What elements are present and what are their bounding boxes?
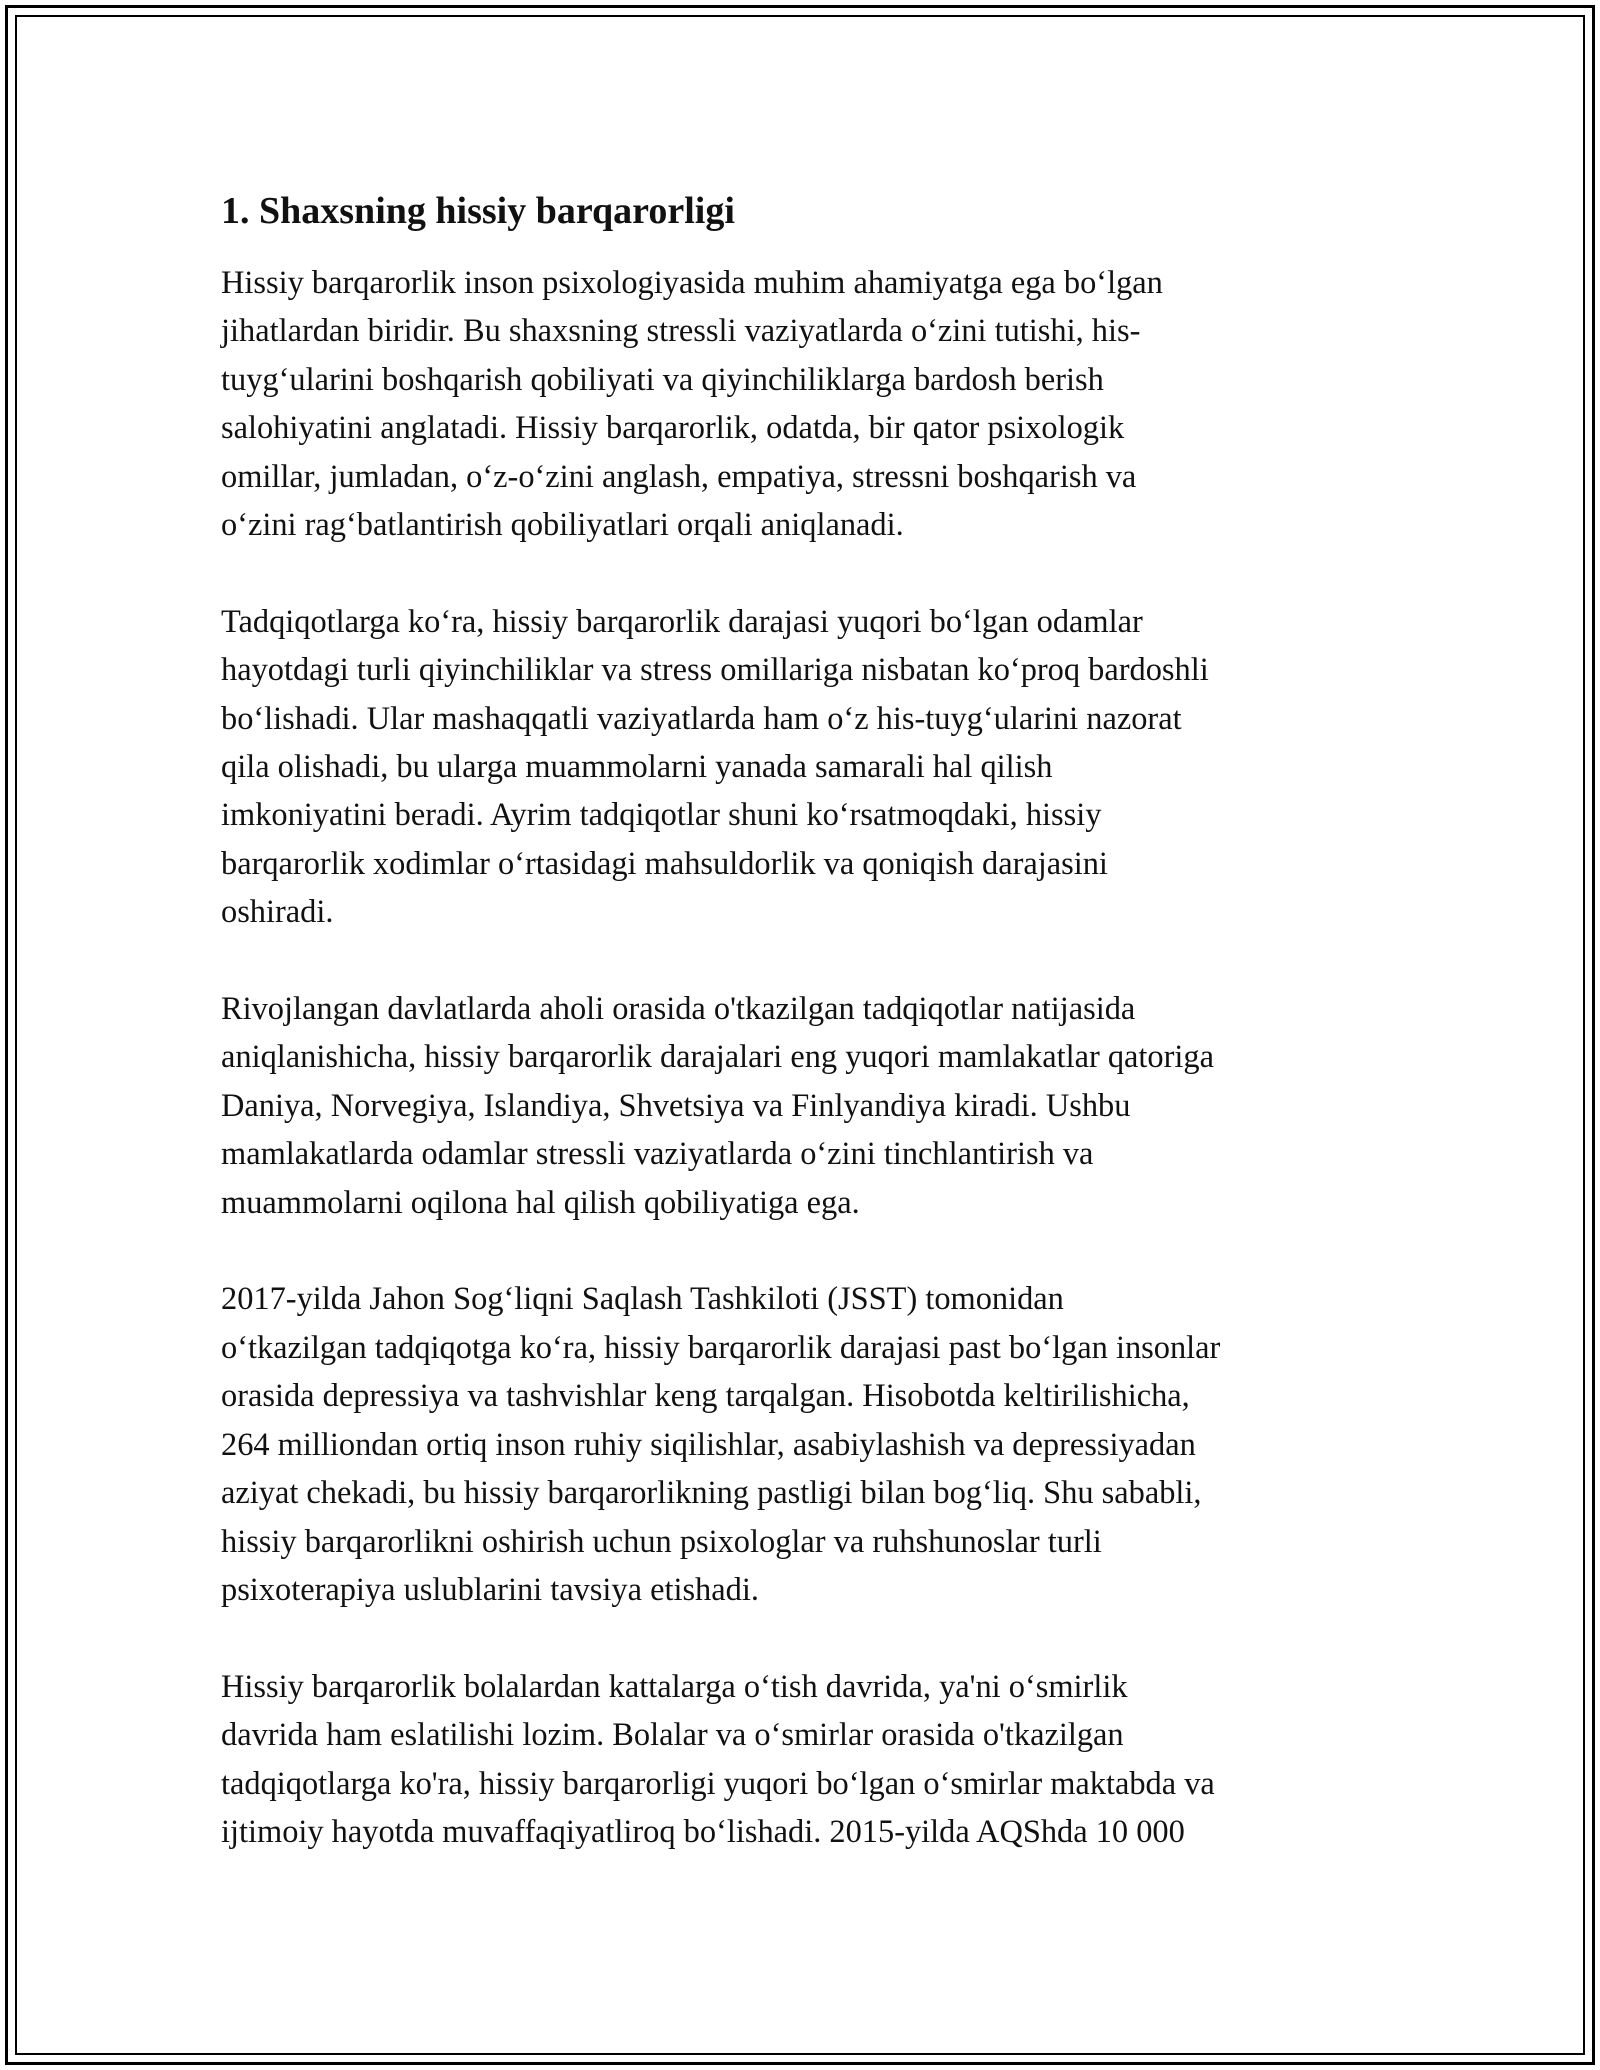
paragraph-4 — [221, 1275, 1371, 1614]
text-line: hissiy barqarorlikni oshirish uchun psixologlar va ruhshunoslar turli — [221, 1523, 1102, 1560]
text-line: muammolarni oqilona hal qilish qobiliyatiga ega. — [221, 1184, 860, 1221]
text-line: tuyg‘ularini boshqarish qobiliyati va qiyinchiliklarga bardosh berish — [221, 361, 1104, 398]
paragraph-3 — [221, 985, 1371, 1227]
text-line: aziyat chekadi, bu hissiy barqarorlikning pastligi bilan bog‘liq. Shu sababli, — [221, 1475, 1202, 1512]
text-line: davrida ham eslatilishi lozim. Bolalar va o‘smirlar orasida o'tkazilgan — [221, 1717, 1124, 1754]
text-line: ijtimoiy hayotda muvaffaqiyatliroq bo‘lishadi. 2015-yilda AQShda 10 000 — [221, 1813, 1185, 1850]
text-line: barqarorlik xodimlar o‘rtasidagi mahsuldorlik va qoniqish darajasini — [221, 845, 1108, 882]
text-line: o‘tkazilgan tadqiqotga ko‘ra, hissiy barqarorlik darajasi past bo‘lgan insonlar — [221, 1329, 1221, 1366]
text-line: hayotdagi turli qiyinchiliklar va stress omillariga nisbatan ko‘proq bardoshli — [221, 652, 1209, 689]
text-line: imkoniyatini beradi. Ayrim tadqiqotlar shuni ko‘rsatmoqdaki, hissiy — [221, 797, 1102, 834]
text-line: Hissiy barqarorlik bolalardan kattalarga o‘tish davrida, ya'ni o‘smirlik — [221, 1668, 1128, 1705]
text-line: Daniya, Norvegiya, Islandiya, Shvetsiya va Finlyandiya kiradi. Ushbu — [221, 1087, 1131, 1124]
text-line: tadqiqotlarga ko'ra, hissiy barqarorligi yuqori bo‘lgan o‘smirlar maktabda va — [221, 1765, 1215, 1802]
text-line: 264 milliondan ortiq inson ruhiy siqilishlar, asabiylashish va depressiyadan — [221, 1426, 1196, 1463]
text-line: oshiradi. — [221, 894, 334, 931]
text-line: bo‘lishadi. Ular mashaqqatli vaziyatlarda ham o‘z his-tuyg‘ularini nazorat — [221, 700, 1182, 737]
document-body — [221, 187, 1371, 1905]
text-line: Rivojlangan davlatlarda aholi orasida o'tkazilgan tadqiqotlar natijasida — [221, 991, 1136, 1028]
paragraph-1 — [221, 259, 1371, 549]
text-line: o‘zini rag‘batlantirish qobiliyatlari orqali aniqlanadi. — [221, 507, 904, 544]
text-line: orasida depressiya va tashvishlar keng tarqalgan. Hisobotda keltirilishicha, — [221, 1378, 1190, 1415]
text-line: aniqlanishicha, hissiy barqarorlik darajalari eng yuqori mamlakatlar qatoriga — [221, 1039, 1214, 1076]
text-line: Hissiy barqarorlik inson psixologiyasida muhim ahamiyatga ega bo‘lgan — [221, 265, 1163, 301]
text-line: qila olishadi, bu ularga muammolarni yanada samarali hal qilish — [221, 749, 1053, 786]
paragraph-2 — [221, 598, 1371, 937]
paragraph-5 — [221, 1663, 1371, 1857]
text-line: Tadqiqotlarga ko‘ra, hissiy barqarorlik darajasi yuqori bo‘lgan odamlar — [221, 603, 1143, 640]
text-line: psixoterapiya uslublarini tavsiya etishadi. — [221, 1571, 759, 1608]
text-line: mamlakatlarda odamlar stressli vaziyatlarda o‘zini tinchlantirish va — [221, 1136, 1094, 1173]
text-line: omillar, jumladan, o‘z-o‘zini anglash, empatiya, stressni boshqarish va — [221, 458, 1137, 495]
section-heading: 1. Shaxsning hissiy barqarorligi — [221, 190, 735, 232]
text-line: salohiyatini anglatadi. Hissiy barqarorlik, odatda, bir qator psixologik — [221, 410, 1125, 447]
text-line: 2017-yilda Jahon Sog‘liqni Saqlash Tashkiloti (JSST) tomonidan — [221, 1281, 1064, 1318]
text-line: jihatlardan biridir. Bu shaxsning stressli vaziyatlarda o‘zini tutishi, his- — [221, 313, 1141, 350]
